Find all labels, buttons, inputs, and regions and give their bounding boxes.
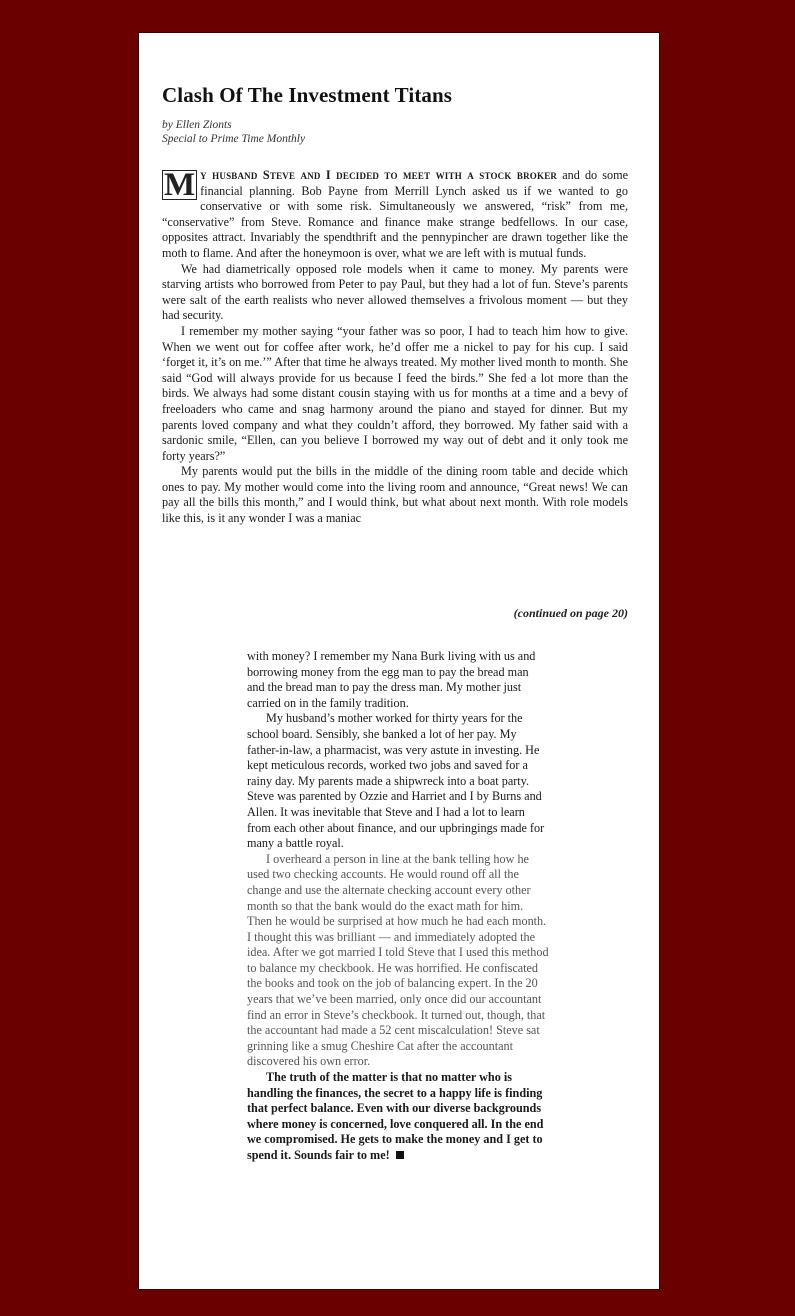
end-of-article-mark-icon	[396, 1151, 404, 1159]
article-paragraph-4: My parents would put the bills in the middle of the dining room table and decide which ones to pay. My mother would come into the living room and announce, “Great news! We can pay all the bills this month,” and I would think, but what about next month. With role models like this, is it any wonder I was a maniac	[162, 464, 628, 526]
article-paragraph-2: We had diametrically opposed role models when it came to money. My parents were starving artists who borrowed from Peter to pay Paul, but they had a lot of fun. Steve’s parents were salt of the earth realists who never allowed themselves a frivolous moment — but they had security.	[162, 261, 628, 323]
article-paragraph-3: I remember my mother saying “your father was so poor, I had to teach him how to give. When we went out for coffee after work, he’d offer me a nickel to pay for his cup. I said ‘forget it, it’s on me.’” After that time he always treated. My mother lived month to month. She said “God will always provide for us because I feed the birds.” She fed a lot more than the birds. We always had some distant cousin staying with us for months at a time and a bevy of freeloaders who came and snag harmony around the piano and stayed for dinner. But my parents loved company and what they couldn’t afford, they borrowed. My father said with a sardonic smile, “Ellen, can you believe I borrowed my way out of debt and it only took me forty years?”	[162, 323, 628, 463]
magazine-page	[139, 33, 659, 1289]
continued-on-note: (continued on page 20)	[513, 606, 628, 620]
continued-paragraph-1: with money? I remember my Nana Burk living with us and borrowing money from the egg man to pay the bread man and the bread man to pay the dress man. My mother just carried on in the family tradition.	[247, 649, 536, 710]
closing-text: The truth of the matter is that no matter who is handling the finances, the secret to a happy life is finding that perfect balance. Even with our diverse backgrounds where money is concerned, love conquered all. In the end we compromised. He gets to make the money and I get to spend it. Sounds fair to me!	[247, 1070, 544, 1162]
paragraph-text: and do some financial planning. Bob Payne from Merrill Lynch asked us if we wanted to go conservative or with some risk. Simultaneously we answered, “risk” from me, “conservative” from Steve. Romance and finance make strange bedfellows. In our case, opposites attract. Invariably the spendthrift and the pennypincher are drawn together like the moth to flame. And after the honeymoon is over, what we are left with is mutual funds.	[162, 168, 628, 260]
article-paragraph-1	[162, 168, 628, 262]
continued-paragraph-2: My husband’s mother worked for thirty years for the school board. Sensibly, she banked a lot of her pay. My father-in-law, a pharmacist, was very astute in investing. He kept meticulous records, worked two jobs and saved for a rainy day. My parents made a shipwreck into a boat party. Steve was parented by Ozzie and Harriet and I by Burns and Allen. It was inevitable that Steve and I had a lot to learn from each other about finance, and our upbringings made for many a battle royal.	[247, 711, 545, 851]
byline-author: by Ellen Zionts	[162, 119, 232, 131]
continued-paragraph-4	[247, 1070, 549, 1164]
drop-cap: M	[164, 167, 196, 203]
article-top-column	[162, 83, 628, 527]
article-title: Clash Of The Investment Titans	[162, 83, 453, 107]
lead-in-smallcaps: y husband Steve and I decided to meet with a stock broker	[200, 168, 558, 182]
continued-paragraph-3: I overheard a person in line at the bank telling how he used two checking accounts. He would round off all the change and use the alternate checking account every other month so that the bank would do the exact math for him. Then he would be surprised at how much he had each month. I thought this was brilliant — and immediately adopted the idea. After we got married I told Steve that I used this method to balance my checkbook. He was horrified. He confiscated the books and took on the job of balancing expert. In the 20 years that we’ve been married, only once did our accountant find an error in Steve’s checkbook. It turned out, though, that the accountant had made a 52 cent miscalculation! Steve sat grinning like a smug Cheshire Cat after the accountant discovered his own error.	[247, 851, 549, 1069]
article-continued-column	[247, 649, 549, 1164]
byline-source: Special to Prime Time Monthly	[162, 133, 306, 145]
